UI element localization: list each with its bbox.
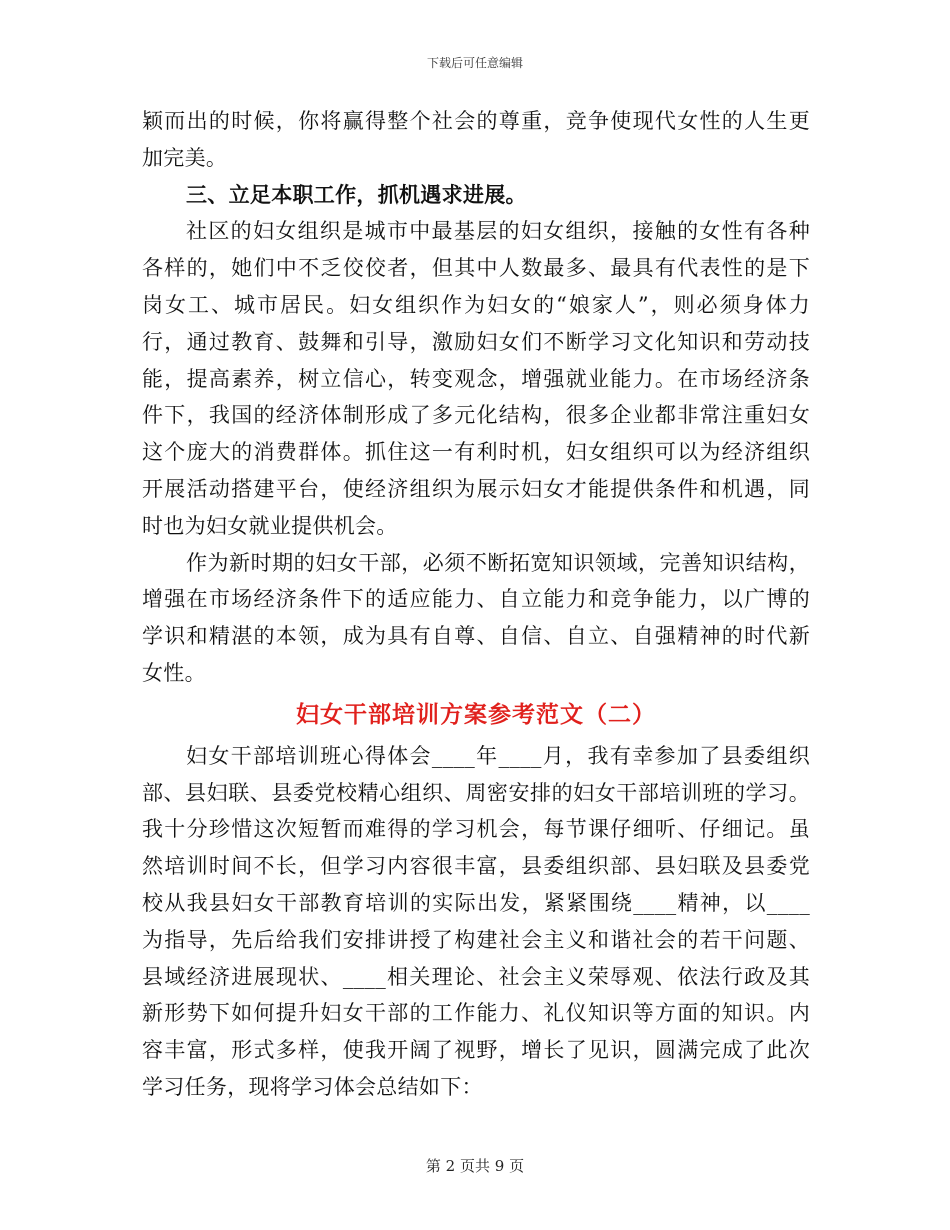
paragraph-line: 行，通过教育、鼓舞和引导，激励妇女们不断学习文化知识和劳动技	[142, 329, 810, 354]
paragraph-line: 岗女工、城市居民。妇女组织作为妇女的“娘家人”，则必须身体力	[142, 292, 810, 317]
paragraph-line: 学习任务，现将学习体会总结如下：	[142, 1074, 483, 1099]
paragraph-line: 女性。	[142, 660, 206, 685]
paragraph-line: 件下，我国的经济体制形成了多元化结构，很多企业都非常注重妇女	[142, 403, 810, 428]
paragraph-line: 校从我县妇女干部教育培训的实际出发，紧紧围绕____精神，以____	[142, 890, 810, 915]
paragraph-line: 妇女干部培训班心得体会____年____月，我有幸参加了县委组织	[186, 743, 810, 768]
paragraph-line: 开展活动搭建平台，使经济组织为展示妇女才能提供条件和机遇，同	[142, 476, 810, 501]
paragraph-line: 然培训时间不长，但学习内容很丰富，县委组织部、县妇联及县委党	[142, 854, 810, 879]
paragraph-line: 增强在市场经济条件下的适应能力、自立能力和竞争能力，以广博的	[142, 587, 810, 612]
paragraph-line: 新形势下如何提升妇女干部的工作能力、礼仪知识等方面的知识。内	[142, 1001, 810, 1026]
paragraph-line: 这个庞大的消费群体。抓住这一有利时机，妇女组织可以为经济组织	[142, 440, 810, 465]
page-header: 下载后可任意编辑	[426, 56, 523, 70]
paragraph-line: 为指导，先后给我们安排讲授了构建社会主义和谐社会的若干问题、	[142, 927, 810, 952]
document-body	[142, 103, 810, 1106]
paragraph-line: 社区的妇女组织是城市中最基层的妇女组织，接触的女性有各种	[186, 219, 810, 244]
paragraph-line: 县域经济进展现状、____相关理论、社会主义荣辱观、依法行政及其	[142, 964, 810, 989]
paragraph-line: 作为新时期的妇女干部，必须不断拓宽知识领域，完善知识结构，	[186, 550, 810, 575]
paragraph-line: 颖而出的时候，你将赢得整个社会的尊重，竞争使现代女性的人生更	[142, 109, 810, 133]
section-heading: 三、立足本职工作，抓机遇求进展。	[186, 181, 527, 207]
paragraph-line: 我十分珍惜这次短暂而难得的学习机会，每节课仔细听、仔细记。虽	[142, 817, 810, 842]
paragraph-line: 各样的，她们中不乏佼佼者，但其中人数最多、最具有代表性的是下	[142, 256, 810, 281]
paragraph-line: 加完美。	[142, 145, 228, 170]
paragraph-line: 能，提高素养，树立信心，转变观念，增强就业能力。在市场经济条	[142, 366, 810, 391]
section-title: 妇女干部培训方案参考范文（二）	[296, 700, 656, 728]
paragraph-line: 部、县妇联、县委党校精心组织、周密安排的妇女干部培训班的学习。	[142, 780, 810, 805]
paragraph-line: 时也为妇女就业提供机会。	[142, 513, 398, 538]
paragraph-line: 容丰富，形式多样，使我开阔了视野，增长了见识，圆满完成了此次	[142, 1038, 810, 1063]
page-footer: 第 2 页共 9 页	[425, 1157, 525, 1175]
paragraph-line: 学识和精湛的本领，成为具有自尊、自信、自立、自强精神的时代新	[142, 624, 810, 649]
